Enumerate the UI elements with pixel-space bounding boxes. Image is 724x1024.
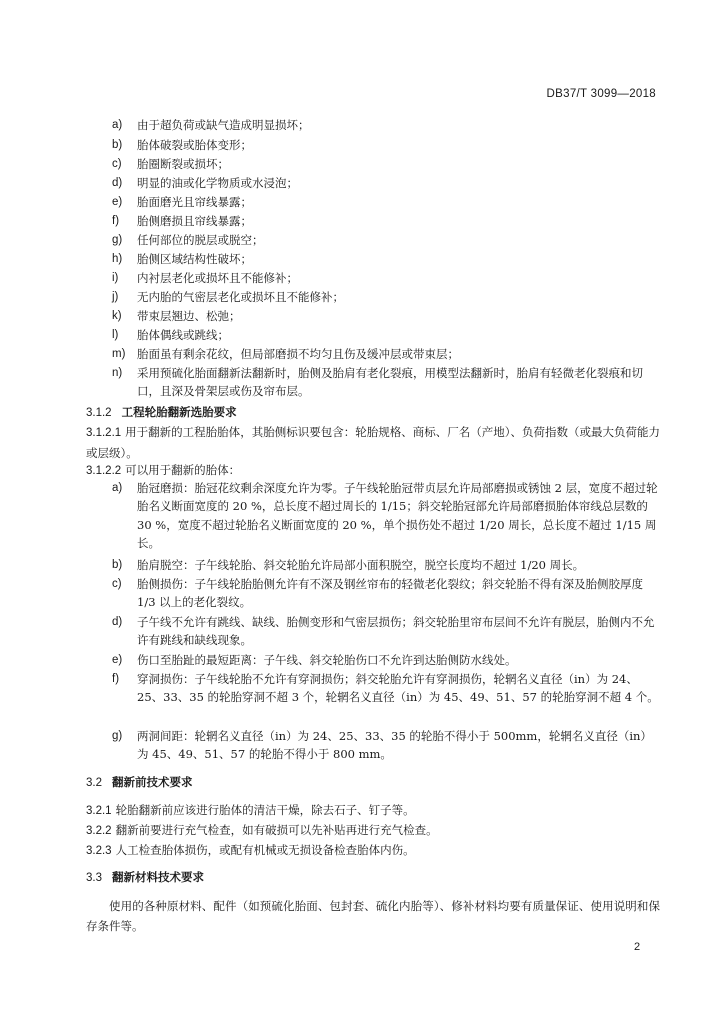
list-item <box>112 613 660 650</box>
clause-text: 轮胎翻新前应该进行胎体的清洁干燥，除去石子、钉子等。 <box>115 803 415 817</box>
list-item <box>112 479 660 553</box>
list-text: 子午线不允许有跳线、缺线、胎侧变形和气密层损伤；斜交轮胎里帘布层间不允许有脱层，胎侧内不允许有跳线和缺线现象。 <box>137 615 655 648</box>
list-item <box>112 193 252 211</box>
list-text: 采用预硫化胎面翻新法翻新时，胎侧及胎肩有老化裂痕，用模型法翻新时，胎肩有轻微老化裂痕和切口，且深及骨架层或伤及帘布层。 <box>137 366 643 399</box>
list-text: 胎侧区域结构性破坏； <box>137 252 252 266</box>
list-text: 胎肩脱空：子午线轮胎、斜交轮胎允许局部小面积脱空，脱空长度均不超过 1/20 周长。 <box>137 558 585 572</box>
list-marker: h) <box>112 253 123 265</box>
list-item <box>112 116 310 134</box>
list-text: 胎侧磨损且帘线暴露； <box>137 214 252 228</box>
list-text: 由于超负荷或缺气造成明显损坏； <box>137 118 310 132</box>
list-marker: f) <box>112 215 120 227</box>
list-marker: d) <box>112 177 123 189</box>
section-title: 翻新材料技术要求 <box>112 872 204 884</box>
list-item <box>112 345 459 363</box>
list-text: 胎侧损伤：子午线轮胎胎侧允许有不深及钢丝帘布的轻微老化裂纹；斜交轮胎不得有深及胎侧胶厚度 1/3 以上的老化裂纹。 <box>137 577 643 610</box>
list-marker: b) <box>112 559 123 571</box>
list-text: 伤口至胎趾的最短距离：子午线、斜交轮胎伤口不允许到达胎侧防水线处。 <box>137 653 517 667</box>
list-item <box>112 364 660 401</box>
clause-text: 用于翻新的工程胎胎体，其胎侧标识要包含：轮胎规格、商标、厂名（产地）、负荷指数（或最大负荷能力或层级）。 <box>86 425 660 460</box>
list-item <box>112 556 660 574</box>
list-item <box>112 136 252 154</box>
clause-paragraph <box>86 460 660 481</box>
list-marker: j) <box>112 291 119 303</box>
body-paragraph: 使用的各种原材料、配件（如预硫化胎面、包封套、硫化内胎等）、修补材料均要有质量保证、使用说明和保存条件等。 <box>86 899 660 933</box>
clause-number: 3.2.3 <box>86 845 112 857</box>
list-marker: k) <box>112 310 122 322</box>
list-text: 无内胎的气密层老化或损坏且不能修补； <box>137 290 344 304</box>
list-item <box>112 269 298 287</box>
list-item <box>112 288 344 306</box>
list-item <box>112 155 229 173</box>
clause-text: 可以用于翻新的胎体： <box>125 463 241 477</box>
list-item <box>112 670 660 707</box>
list-text: 胎面虽有剩余花纹，但局部磨损不均匀且伤及缓冲层或带束层； <box>137 347 459 361</box>
clause-number: 3.1.2.1 <box>86 427 122 439</box>
list-marker: e) <box>112 654 123 666</box>
clause-paragraph <box>86 820 660 841</box>
clause-number: 3.2.2 <box>86 825 112 837</box>
list-marker: d) <box>112 616 123 628</box>
list-marker: n) <box>112 367 123 379</box>
list-text: 胎面磨光且帘线暴露； <box>137 195 252 209</box>
list-item <box>112 174 298 192</box>
page-number: 2 <box>634 941 641 953</box>
list-text: 任何部位的脱层或脱空； <box>137 233 264 247</box>
list-text: 胎体破裂或胎体变形； <box>137 138 252 152</box>
clause-number: 3.2.1 <box>86 805 112 817</box>
list-marker: m) <box>112 348 126 360</box>
list-marker: a) <box>112 119 123 131</box>
clause-paragraph <box>86 422 660 463</box>
list-marker: a) <box>112 482 123 494</box>
list-text: 穿洞损伤：子午线轮胎不允许有穿洞损伤；斜交轮胎允许有穿洞损伤，轮辋名义直径（in）为 24、25、33、35 的轮胎穿洞不超 3 个，轮辋名义直径（in）为 45、49、51、57 的轮胎穿洞不超 4 个。 <box>137 672 659 705</box>
list-item <box>112 727 660 764</box>
section-heading <box>86 868 204 887</box>
standard-code: DB37/T 3099—2018 <box>546 88 656 100</box>
list-marker: l) <box>112 329 119 341</box>
clause-paragraph <box>86 800 660 821</box>
section-title: 工程轮胎翻新选胎要求 <box>121 407 237 419</box>
list-text: 胎冠磨损：胎冠花纹剩余深度允许为零。子午线轮胎冠带贞层允许局部磨损或锈蚀 2 层，宽度不超过轮胎名义断面宽度的 20 %，总长度不超过周长的 1/15；斜交轮胎冠部允许局部磨损胎体帘线总层数的 30 %，宽度不超过轮胎名义断面宽度的 20 %，单个损伤处不超过 1/20 周长，总长度不超过 1/15 周长。 <box>137 481 658 551</box>
section-heading <box>86 773 193 792</box>
list-marker: e) <box>112 196 123 208</box>
list-item <box>112 575 660 612</box>
clause-text: 人工检查胎体损伤，或配有机械或无损设备检查胎体内伤。 <box>115 843 415 857</box>
list-item <box>112 212 252 230</box>
list-text: 胎圈断裂或损坏； <box>137 157 229 171</box>
list-item <box>112 326 229 344</box>
list-marker: g) <box>112 730 123 742</box>
list-marker: g) <box>112 234 123 246</box>
list-marker: c) <box>112 158 122 170</box>
list-marker: i) <box>112 272 119 284</box>
list-marker: b) <box>112 139 123 151</box>
clause-text: 翻新前要进行充气检查，如有破损可以先补贴再进行充气检查。 <box>115 823 438 837</box>
section-title: 翻新前技术要求 <box>112 777 193 789</box>
section-number: 3.3 <box>86 872 102 884</box>
list-text: 带束层翘边、松弛； <box>137 309 241 323</box>
list-text: 明显的油或化学物质或水浸泡； <box>137 176 298 190</box>
clause-paragraph <box>86 840 660 861</box>
list-item <box>112 307 241 325</box>
section-number: 3.2 <box>86 777 102 789</box>
list-text: 内衬层老化或损坏且不能修补； <box>137 271 298 285</box>
list-item <box>112 250 252 268</box>
list-marker: c) <box>112 578 122 590</box>
section-number: 3.1.2 <box>86 407 112 419</box>
list-item <box>112 651 660 669</box>
list-text: 胎体偶线或跳线； <box>137 328 229 342</box>
list-marker: f) <box>112 673 120 685</box>
section-heading <box>86 403 237 422</box>
list-text: 两洞间距：轮辋名义直径（in）为 24、25、33、35 的轮胎不得小于 500mm，轮辋名义直径（in）为 45、49、51、57 的轮胎不得小于 800 mm。 <box>137 729 652 762</box>
clause-number: 3.1.2.2 <box>86 465 122 477</box>
list-item <box>112 231 264 249</box>
